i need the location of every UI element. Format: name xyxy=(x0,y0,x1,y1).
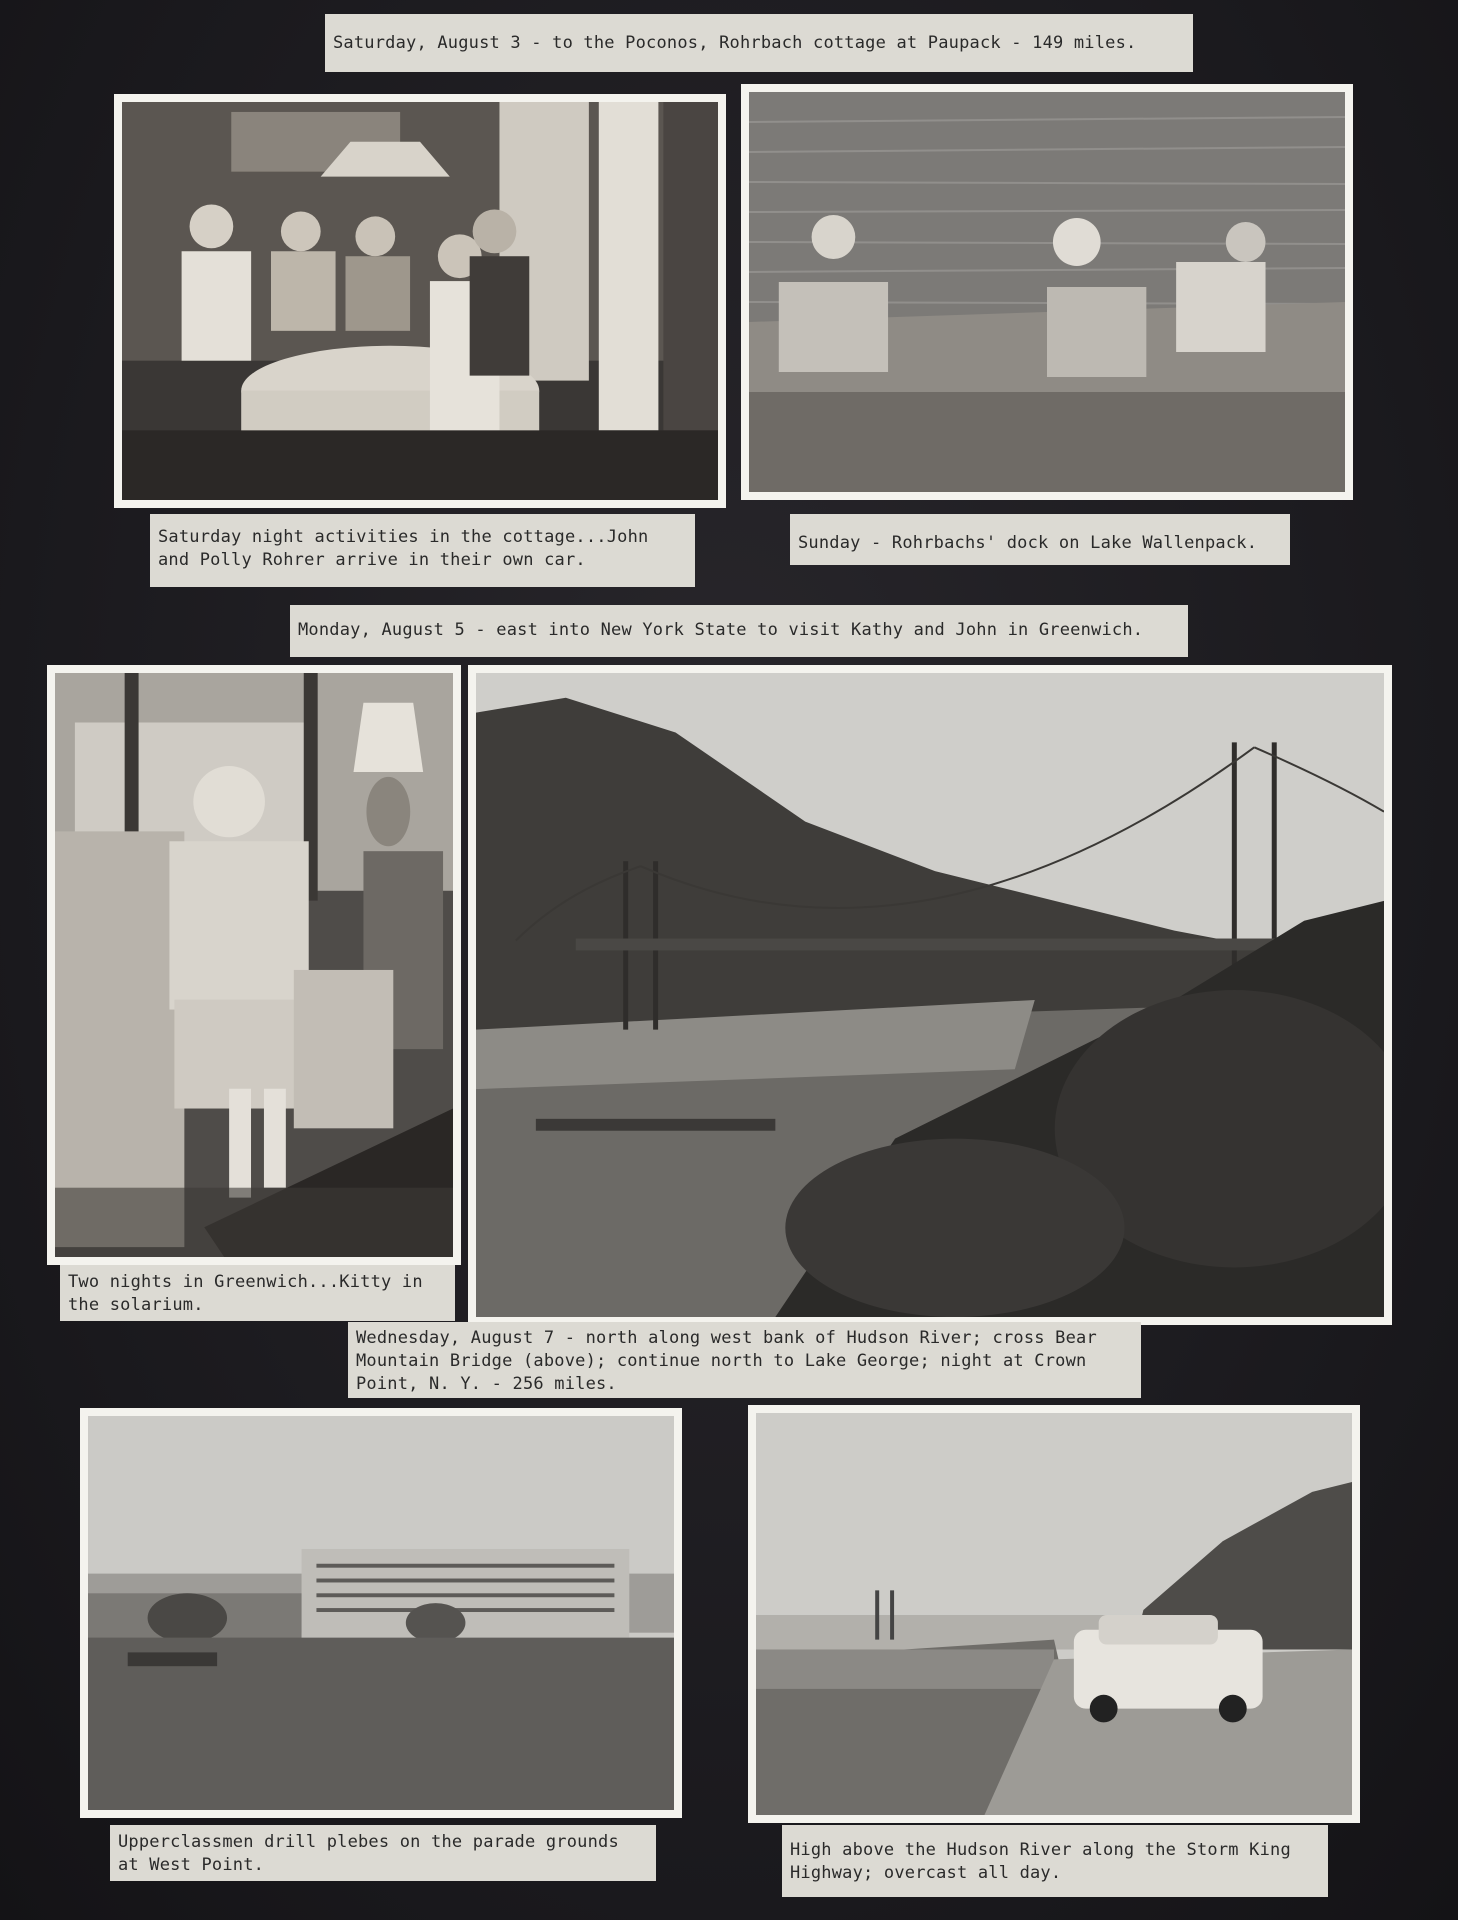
caption-westpoint: Upperclassmen drill plebes on the parade grounds at West Point. xyxy=(110,1825,656,1881)
storm-king-highway-photo xyxy=(748,1405,1360,1823)
solarium-portrait-photo xyxy=(47,665,461,1265)
bear-mountain-bridge-photo xyxy=(468,665,1392,1325)
west-point-parade-photo xyxy=(80,1408,682,1818)
cottage-interior-photo xyxy=(114,94,726,508)
caption-header-aug5: Monday, August 5 - east into New York State to visit Kathy and John in Greenwich. xyxy=(290,605,1188,657)
lake-dock-photo xyxy=(741,84,1353,500)
caption-cottage: Saturday night activities in the cottage...John and Polly Rohrer arrive in their own car. xyxy=(150,514,695,587)
caption-header-aug3: Saturday, August 3 - to the Poconos, Rohrbach cottage at Paupack - 149 miles. xyxy=(325,14,1193,72)
caption-greenwich: Two nights in Greenwich...Kitty in the solarium. xyxy=(60,1265,455,1321)
caption-dock: Sunday - Rohrbachs' dock on Lake Wallenpack. xyxy=(790,514,1290,565)
caption-header-aug7: Wednesday, August 7 - north along west bank of Hudson River; cross Bear Mountain Bridge (above); continue north to Lake George; night at Crown Point, N. Y. - 256 miles. xyxy=(348,1322,1141,1398)
caption-stormking: High above the Hudson River along the Storm King Highway; overcast all day. xyxy=(782,1825,1328,1897)
